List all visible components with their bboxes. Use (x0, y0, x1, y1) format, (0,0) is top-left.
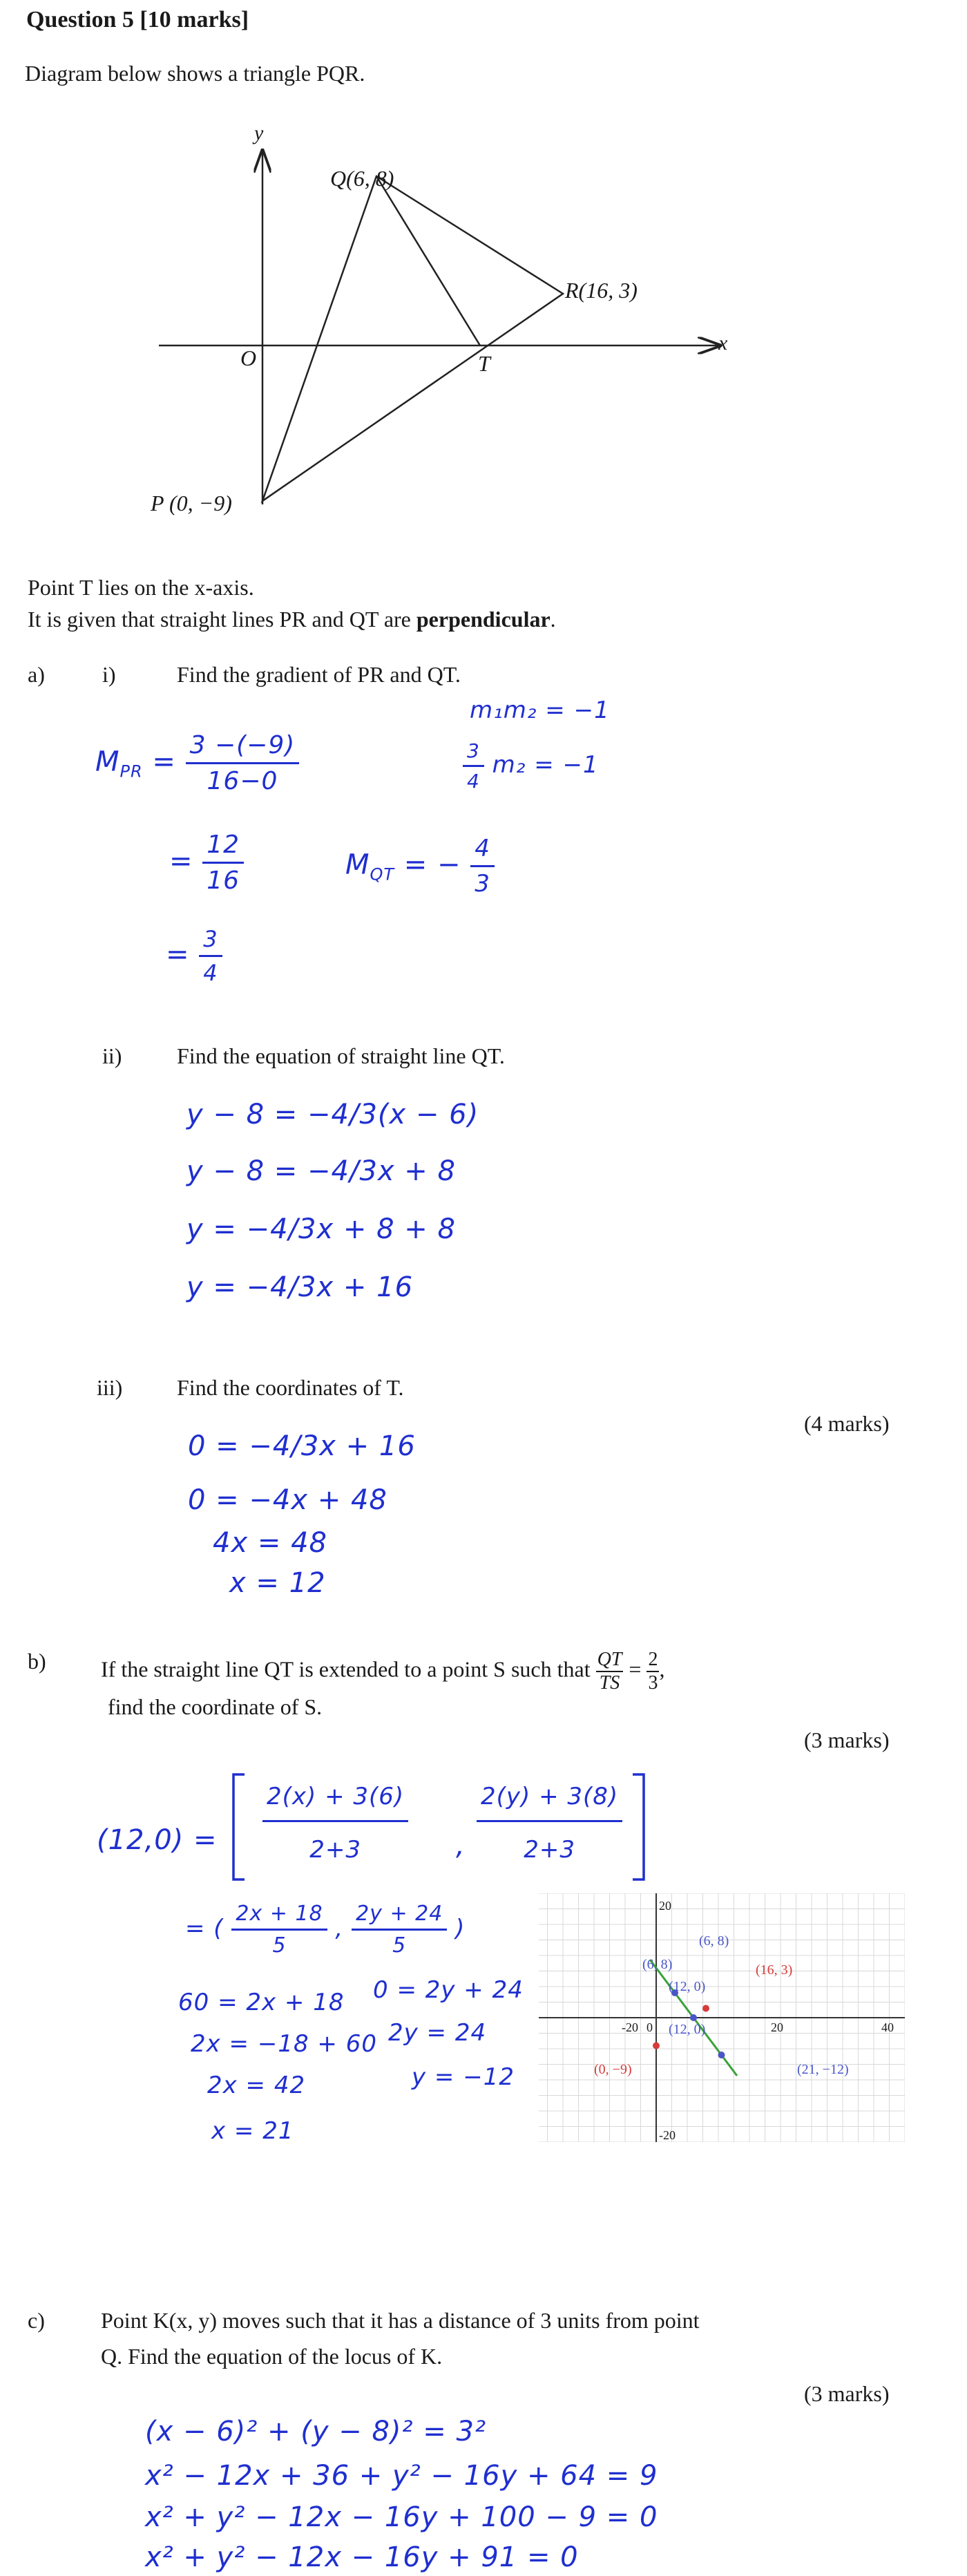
point-label-q: Q(6, 8) (330, 166, 394, 191)
work-b-frac2: $\frac{2(y) + 3(8)}{2+3}$ (477, 1783, 622, 1864)
work-a-ii-line-3: y = −4/3x + 8 + 8 (186, 1213, 456, 1245)
graph-label-q-b: (6, 8) (699, 1933, 729, 1949)
work-b-lhs: (12,0) = (97, 1824, 218, 1856)
work-a-ii-line-4: y = −4/3x + 16 (186, 1271, 414, 1303)
graph-labels (539, 1893, 905, 2142)
graph-label-t-b: (12, 0) (669, 2022, 706, 2037)
part-a-i-label: i) (102, 662, 116, 687)
work-b-left-4: x = 21 (211, 2117, 294, 2145)
note-line-2: It is given that straight lines PR and QT are perpendicular. (28, 607, 556, 632)
work-a-ii-line-1: y − 8 = −4/3(x − 6) (186, 1099, 479, 1130)
work-c-line-4: x² + y² − 12x − 16y + 91 = 0 (145, 2541, 579, 2573)
part-b-text: If the straight line QT is extended to a point S such that $\frac{QT}{TS}$ = $\frac{2}{3}$ , (101, 1649, 665, 1694)
part-a-i-text: Find the gradient of PR and QT. (177, 662, 461, 687)
part-b-label: b) (28, 1649, 46, 1674)
work-a-i-mqt: $M_{QT}$ = − $\frac{4}{3}$ (345, 835, 495, 898)
graph-tick-y-neg20: -20 (659, 2128, 676, 2142)
work-c-line-1: (x − 6)² + (y − 8)² = 3² (145, 2416, 486, 2447)
work-a-i-side2: $\frac{3}{4}$ m₂ = −1 (463, 739, 599, 793)
part-b-marks: (3 marks) (804, 1727, 890, 1752)
work-a-iii-line-4: x = 12 (229, 1567, 326, 1599)
graph-label-t-a: (12, 0) (669, 1979, 706, 1994)
work-a-i-mpr: $M_{PR}$ = $\frac{3 -(-9)}{16-0}$ (95, 731, 299, 795)
part-a-ii-label: ii) (102, 1043, 122, 1068)
line-qt (376, 176, 480, 345)
work-b-right-3: y = −12 (412, 2063, 515, 2091)
work-a-i-step3: = $\frac{3}{4}$ (166, 926, 222, 986)
work-a-iii-line-3: 4x = 48 (213, 1527, 327, 1559)
point-label-t: T (478, 351, 490, 376)
work-b-comma: , (456, 1830, 466, 1862)
work-a-i-side1: m₁m₂ = −1 (470, 697, 610, 724)
graph-label-s: (21, −12) (797, 2062, 849, 2077)
work-a-iii-line-1: 0 = −4/3x + 16 (188, 1430, 416, 1462)
point-label-p: P (0, −9) (151, 491, 232, 515)
axis-label-x: x (718, 332, 728, 354)
part-a-marks: (4 marks) (804, 1411, 890, 1436)
part-c-label: c) (28, 2308, 45, 2333)
work-c-line-3: x² + y² − 12x − 16y + 100 − 9 = 0 (145, 2501, 658, 2533)
part-c-text-line1: Point K(x, y) moves such that it has a distance of 3 units from point (101, 2308, 700, 2333)
graph-tick-x-0: 0 (647, 2020, 653, 2034)
work-b-left-2: 2x = −18 + 60 (191, 2030, 377, 2058)
work-b-left-3: 2x = 42 (207, 2072, 306, 2099)
work-a-ii-line-2: y − 8 = −4/3x + 8 (186, 1155, 456, 1187)
question-title: Question 5 [10 marks] (26, 7, 249, 32)
part-a-iii-text: Find the coordinates of T. (177, 1375, 404, 1400)
triangle-diagram (138, 117, 746, 532)
work-a-i-step2: = $\frac{12}{16}$ (169, 831, 244, 895)
graph-label-q-a: (6, 8) (642, 1957, 673, 1972)
part-a-ii-text: Find the equation of straight line QT. (177, 1043, 505, 1068)
work-b-right-1: 0 = 2y + 24 (373, 1976, 524, 2004)
note-line-1: Point T lies on the x-axis. (28, 575, 254, 600)
part-a-label: a) (28, 662, 45, 687)
work-b-frac1: $\frac{2(x) + 3(6)}{2+3}$ (262, 1783, 408, 1864)
axis-label-y: y (254, 122, 264, 144)
part-b-text-line2: find the coordinate of S. (108, 1694, 323, 1719)
work-b-right-2: 2y = 24 (388, 2019, 487, 2047)
graph-label-r: (16, 3) (756, 1962, 793, 1978)
question-intro: Diagram below shows a triangle PQR. (25, 61, 365, 86)
work-b-line2: = ( $\frac{2x + 18}{5}$ , $\frac{2y + 24}{5}$ ) (185, 1902, 466, 1958)
graph-tick-x-neg20: -20 (622, 2020, 638, 2034)
part-a-iii-label: iii) (97, 1375, 123, 1400)
work-c-line-2: x² − 12x + 36 + y² − 16y + 64 = 9 (145, 2460, 658, 2492)
graph-label-p: (0, −9) (594, 2062, 632, 2077)
work-a-iii-line-2: 0 = −4x + 48 (188, 1484, 387, 1516)
origin-label: O (240, 345, 257, 370)
graph-tick-x-40: 40 (881, 2020, 894, 2034)
part-c-text-line2: Q. Find the equation of the locus of K. (101, 2344, 443, 2369)
triangle-pqr (262, 176, 563, 501)
graph-tick-y-20: 20 (659, 1899, 671, 1913)
part-c-marks: (3 marks) (804, 2381, 890, 2406)
point-label-r: R(16, 3) (565, 278, 638, 303)
graph-tick-x-20: 20 (771, 2020, 783, 2034)
work-b-left-1: 60 = 2x + 18 (178, 1989, 345, 2016)
